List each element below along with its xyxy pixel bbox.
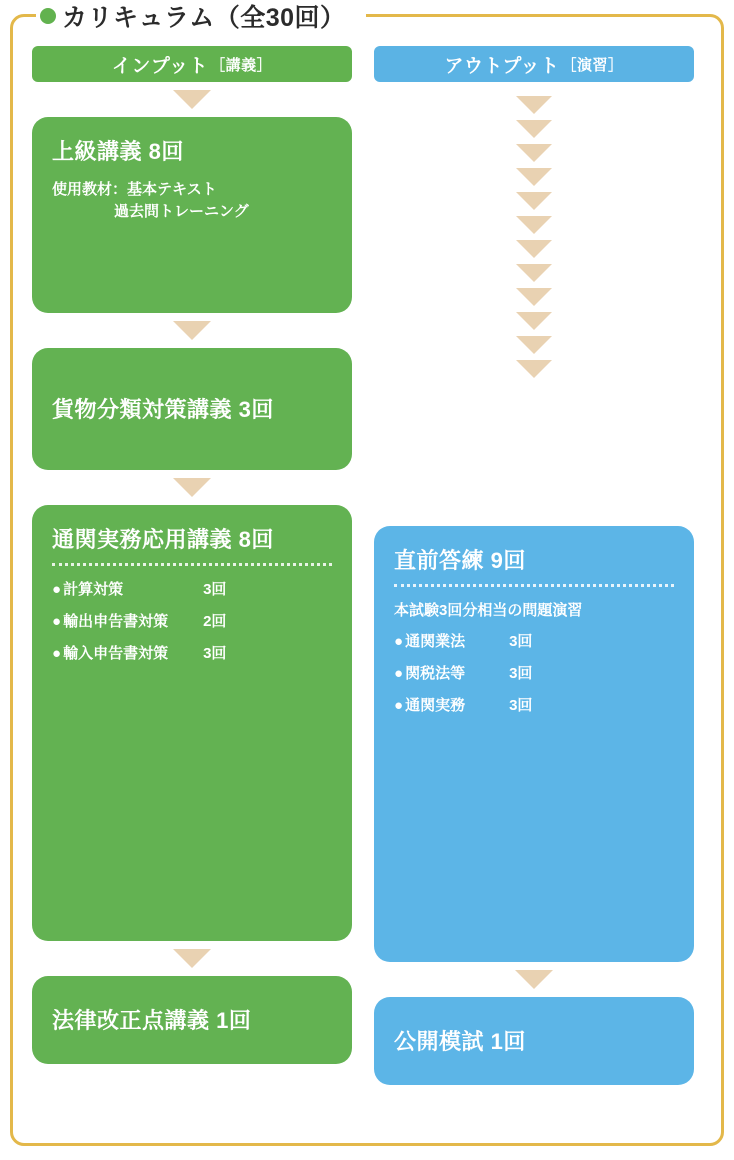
list-item-count: 2回 <box>203 613 227 631</box>
bullet-icon: ● <box>52 613 62 631</box>
divider <box>394 584 674 587</box>
box-note <box>52 179 332 223</box>
column-header-input-main: インプット <box>111 55 209 77</box>
column-header-output-sub: ［演習］ <box>561 56 624 74</box>
box-final-drill <box>374 526 694 962</box>
arrow-icon <box>173 949 211 968</box>
column-header-input-sub: ［講義］ <box>210 56 273 74</box>
list-item-count: 3回 <box>509 633 533 651</box>
arrow-icon <box>173 321 211 340</box>
box-advanced-lecture <box>32 117 352 313</box>
column-input <box>32 46 352 1064</box>
list-item <box>394 630 674 651</box>
box-title: 上級講義 8回 <box>52 139 184 164</box>
box-title: 通関実務応用講義 8回 <box>52 527 274 552</box>
page-title-text: カリキュラム（全30回） <box>62 4 346 32</box>
box-cargo-classification <box>32 348 352 470</box>
box-public-mock-exam <box>374 997 694 1085</box>
box-note-line1: 使用教材：基本テキスト <box>52 181 217 199</box>
box-customs-practice-applied <box>32 505 352 941</box>
bullet-icon: ● <box>394 633 404 651</box>
list-item-label: 輸出申告書対策 <box>63 613 169 631</box>
box-item-list <box>394 630 674 715</box>
list-item <box>52 610 332 631</box>
box-title: 法律改正点講義 1回 <box>52 1007 252 1033</box>
list-item-label: 関税法等 <box>405 665 466 683</box>
box-note-line2: 過去問トレーニング <box>114 203 249 221</box>
list-item-label: 輸入申告書対策 <box>63 645 169 663</box>
box-item-list <box>52 578 332 663</box>
box-title: 貨物分類対策講義 3回 <box>52 396 274 422</box>
list-item-count: 3回 <box>509 665 533 683</box>
list-item <box>394 694 674 715</box>
list-item-label: 計算対策 <box>63 581 124 599</box>
column-header-output-main: アウトプット <box>444 55 560 77</box>
bullet-icon: ● <box>394 665 404 683</box>
column-header-input <box>32 46 352 82</box>
arrow-icon <box>173 478 211 497</box>
list-item-label: 通関実務 <box>405 697 466 715</box>
list-item-label: 通関業法 <box>405 633 466 651</box>
list-item-count: 3回 <box>509 697 533 715</box>
bullet-icon: ● <box>52 645 62 663</box>
column-header-output <box>374 46 694 82</box>
page-title <box>40 0 346 32</box>
box-law-revision <box>32 976 352 1064</box>
column-output <box>374 46 694 1085</box>
list-item-count: 3回 <box>203 645 227 663</box>
bullet-icon: ● <box>394 697 404 715</box>
box-lead-text: 本試験3回分相当の問題演習 <box>394 602 583 620</box>
bullet-icon <box>40 8 56 24</box>
list-item <box>52 578 332 599</box>
divider <box>52 563 332 566</box>
box-title: 公開模試 1回 <box>394 1028 526 1054</box>
list-item <box>394 662 674 683</box>
arrow-icon <box>515 970 553 989</box>
list-item-count: 3回 <box>203 581 227 599</box>
list-item <box>52 642 332 663</box>
bullet-icon: ● <box>52 581 62 599</box>
spacer <box>374 82 694 526</box>
arrow-icon <box>173 90 211 109</box>
box-title: 直前答練 9回 <box>394 548 526 573</box>
